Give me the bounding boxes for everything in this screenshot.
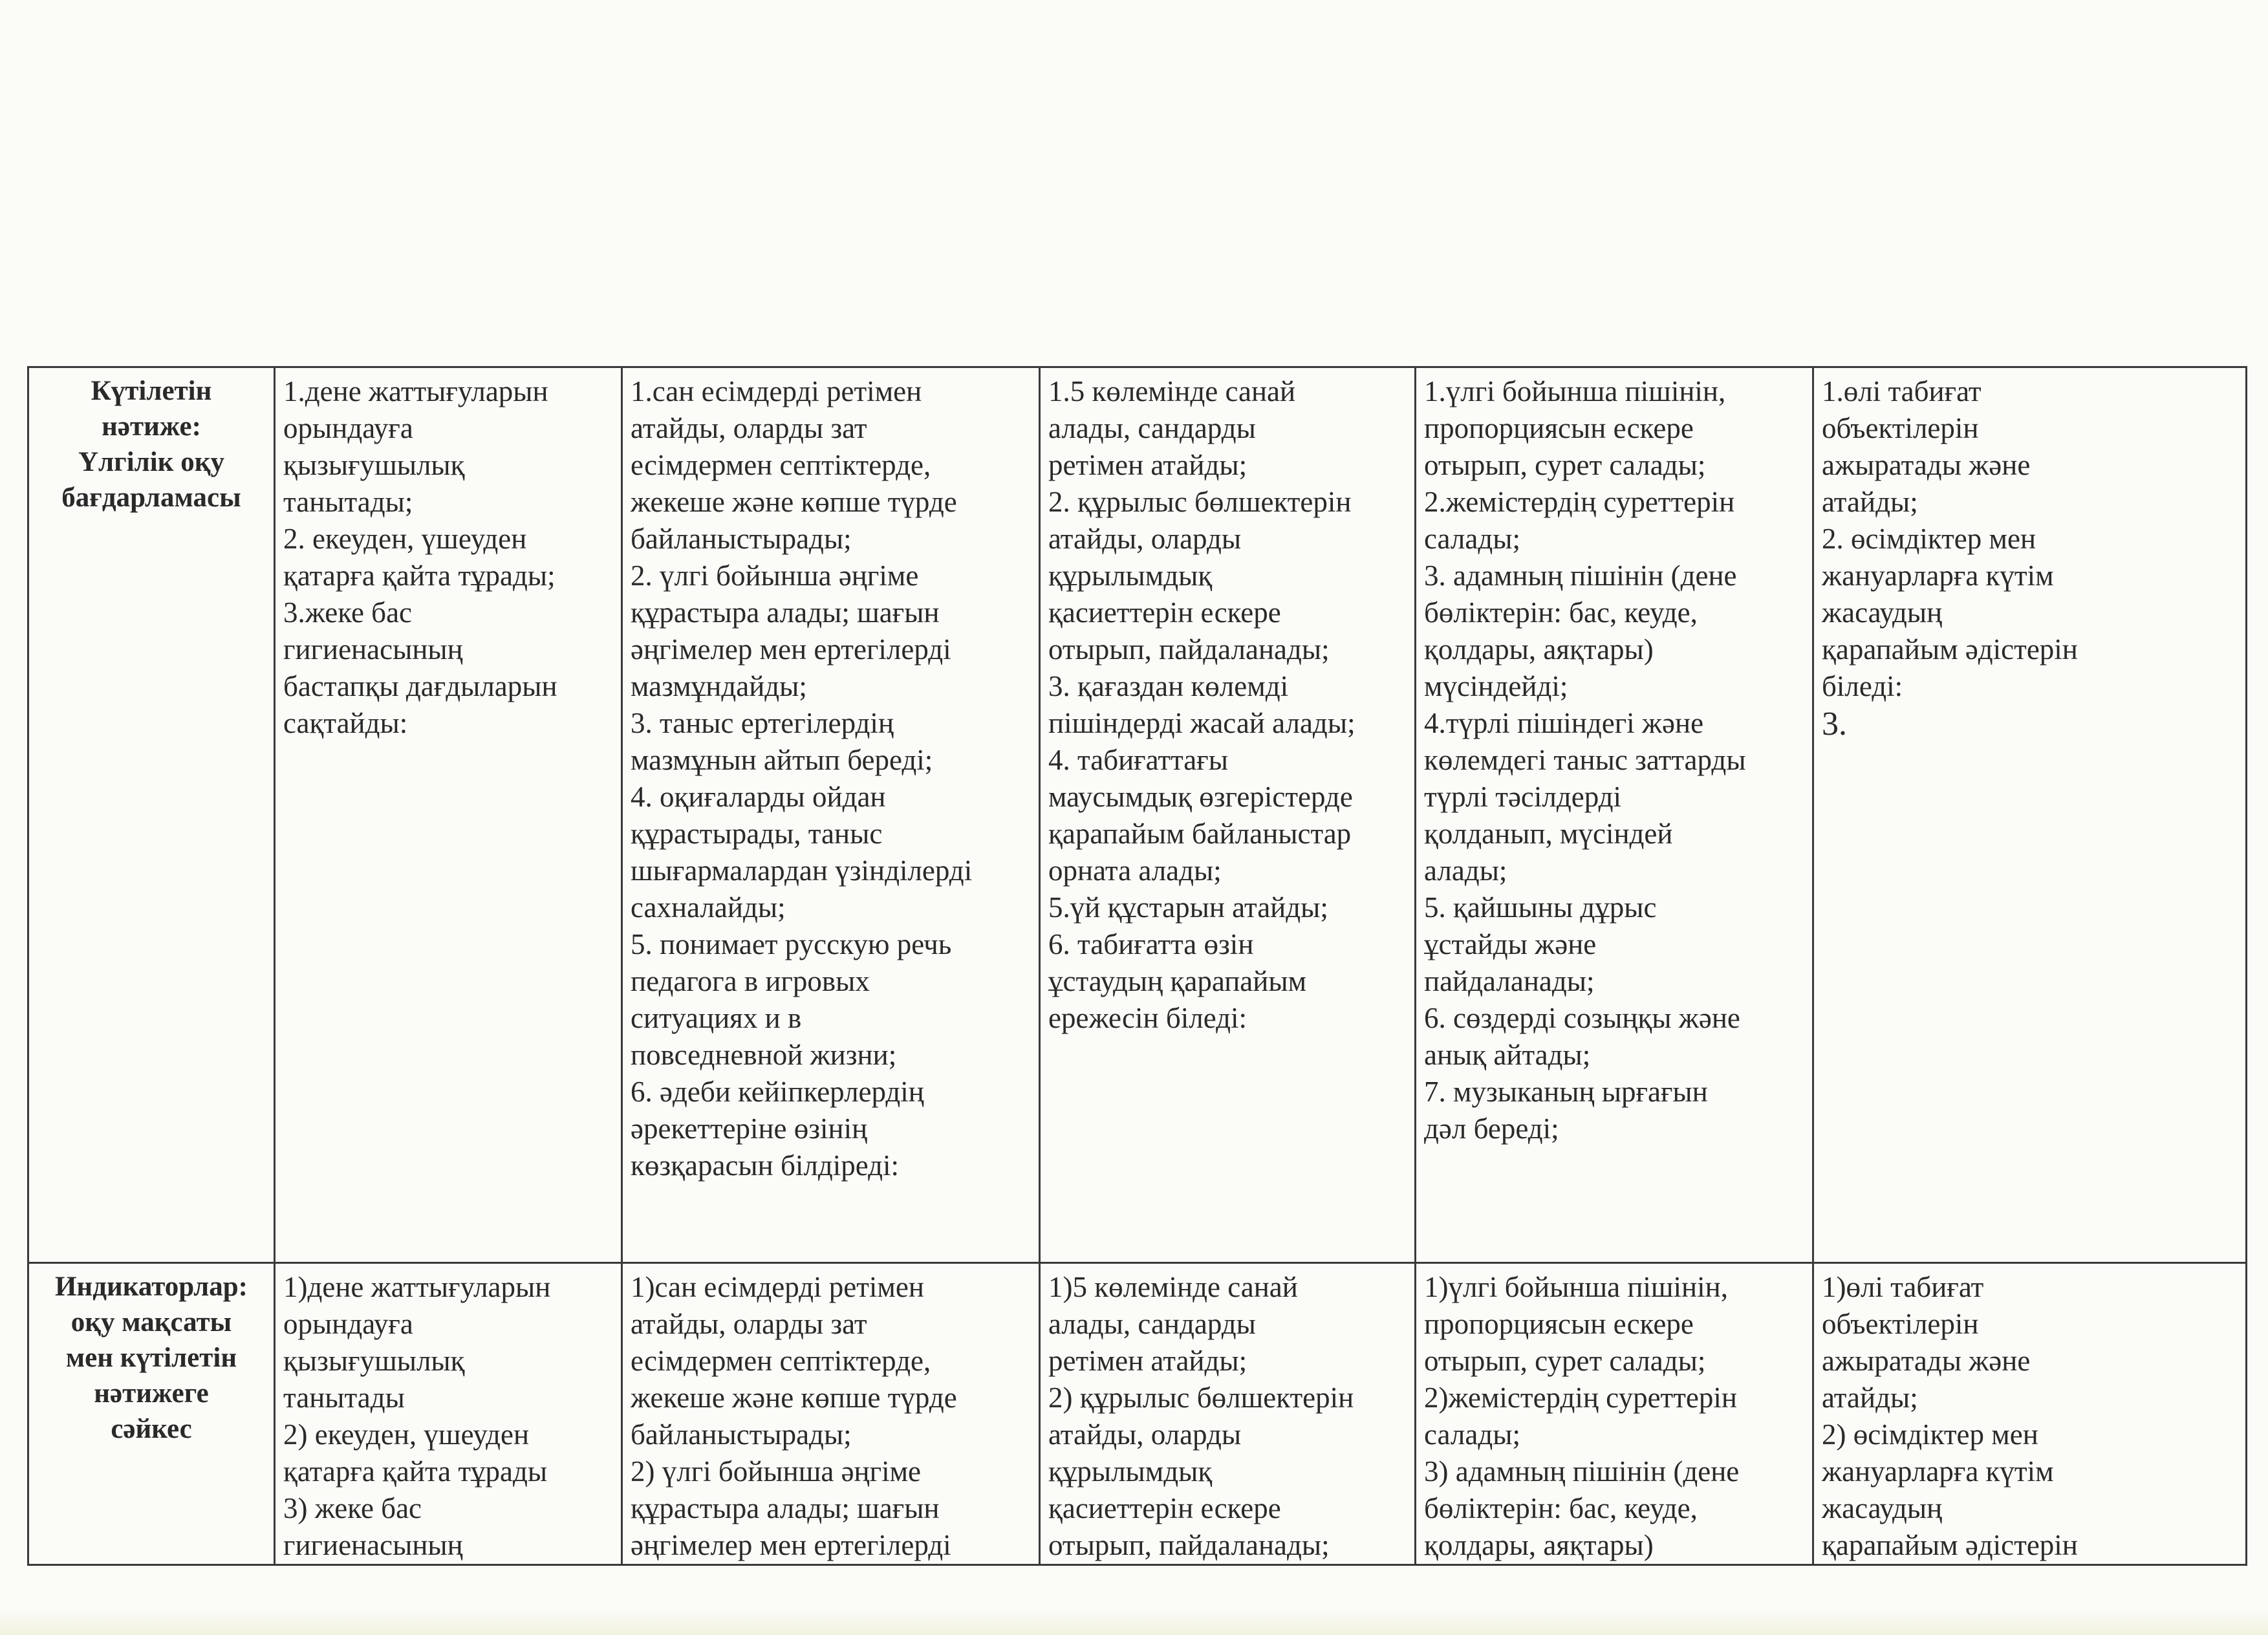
cell-physical-development: 1)дене жаттығуларын орындауға қызығушылық танытады 2) екеуден, үшеуден қатарға қайта тұрады 3) жеке бас гигиенасының — [275, 1263, 622, 1565]
table-row-indicators — [28, 1263, 2247, 1565]
cell-social-emotional-item-3: 3. — [1822, 706, 1847, 742]
cell-cognitive-skills: 1.5 көлемінде санай алады, сандарды ретімен атайды; 2. құрылыс бөлшектерін атайды, оларды құрылымдық қасиеттерін ескере отырып, пайдаланады; 3. қағаздан көлемді пішіндерді жасай алады; 4. табиғаттағы маусымдық өзгерістерде қарапайым байланыстар орната алады; 5.үй құстарын атайды; 6. табиғатта өзін ұстаудың қарапайым ережесін біледі: — [1040, 367, 1416, 1263]
cell-communication: 1)сан есімдерді ретімен атайды, оларды зат есімдермен септіктерде, жекеше және көпше түрде байланыстырады; 2) үлгі бойынша әңгіме құрастыра алады; шағын әңгімелер мен ертегілерді — [622, 1263, 1040, 1565]
table-row-expected-results — [28, 367, 2247, 1263]
cell-social-emotional: 1)өлі табиғат объектілерін ажыратады және атайды; 2) өсімдіктер мен жануарларға күтім жасаудың қарапайым әдістерін — [1813, 1263, 2247, 1565]
expected-results-table — [27, 366, 2247, 1566]
cell-communication: 1.сан есімдерді ретімен атайды, оларды зат есімдермен септіктерде, жекеше және көпше түрде байланыстырады; 2. үлгі бойынша әңгіме құрастыра алады; шағын әңгімелер мен ертегілерді мазмұндайды; 3. таныс ертегілердің мазмұнын айтып береді; 4. оқиғаларды ойдан құрастырады, таныс шығармалардан үзінділерді сахналайды; 5. понимает русскую речь педагога в игровых ситуациях и в повседневной жизни; 6. әдеби кейіпкерлердің әрекеттеріне өзінің көзқарасын білдіреді: — [622, 367, 1040, 1263]
cell-creativity: 1)үлгі бойынша пішінін, пропорциясын ескере отырып, сурет салады; 2)жемістердің суреттерін салады; 3) адамның пішінін (дене бөліктерін: бас, кеуде, қолдары, аяқтары) — [1416, 1263, 1813, 1565]
cell-physical-development: 1.дене жаттығуларын орындауға қызығушылық танытады; 2. екеуден, үшеуден қатарға қайта тұрады; 3.жеке бас гигиенасының бастапқы дағдыларын сақтайды: — [275, 367, 622, 1263]
row-header-indicators: Индикаторлар: оқу мақсаты мен күтілетін нәтижеге сәйкес — [28, 1263, 275, 1565]
row-header-expected-results: Күтілетін нәтиже: Үлгілік оқу бағдарламасы — [28, 367, 275, 1263]
cell-cognitive-skills: 1)5 көлемінде санай алады, сандарды ретімен атайды; 2) құрылыс бөлшектерін атайды, оларды құрылымдық қасиеттерін ескере отырып, пайдаланады; — [1040, 1263, 1416, 1565]
cell-social-emotional-text: 1.өлі табиғат объектілерін ажыратады және атайды; 2. өсімдіктер мен жануарларға күтім жасаудың қарапайым әдістерін біледі: — [1822, 375, 2078, 702]
scan-edge-shadow — [0, 1609, 2268, 1635]
cell-social-emotional — [1813, 367, 2247, 1263]
cell-creativity: 1.үлгі бойынша пішінін, пропорциясын ескере отырып, сурет салады; 2.жемістердің суреттерін салады; 3. адамның пішінін (дене бөліктерін: бас, кеуде, қолдары, аяқтары) мүсіндейді; 4.түрлі пішіндегі және көлемдегі таныс заттарды түрлі тәсілдерді қолданып, мүсіндей алады; 5. қайшыны дұрыс ұстайды және пайдаланады; 6. сөздерді созыңқы және анық айтады; 7. музыканың ырғағын дәл береді; — [1416, 367, 1813, 1263]
